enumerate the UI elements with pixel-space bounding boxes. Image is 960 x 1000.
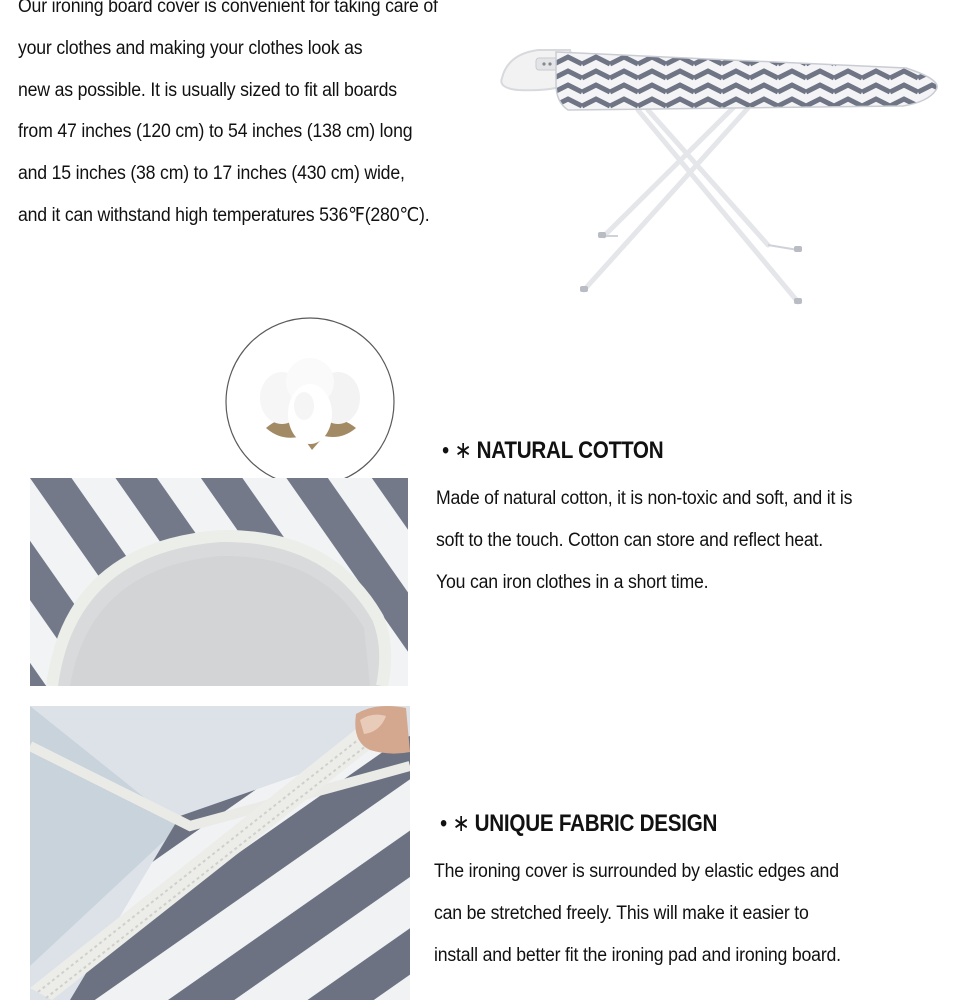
bullet-marker: • ∗ xyxy=(440,810,470,837)
feature-title-text: UNIQUE FABRIC DESIGN xyxy=(474,810,718,837)
feature-description xyxy=(434,851,872,977)
feature-line: You can iron clothes in a short time. xyxy=(436,572,709,593)
feature-title xyxy=(442,436,663,465)
cotton-boll-image xyxy=(224,316,396,488)
feature-natural-cotton xyxy=(436,436,853,593)
intro-line: your clothes and making your clothes look as xyxy=(18,37,363,59)
feature-line: Made of natural cotton, it is non-toxic and soft, and it is xyxy=(436,488,853,509)
feature-description xyxy=(436,478,884,604)
intro-line: new as possible. It is usually sized to fit all boards xyxy=(18,79,397,101)
intro-line: Our ironing board cover is convenient for taking care of xyxy=(18,0,438,17)
intro-line: and 15 inches (38 cm) to 17 inches (430 cm) wide, xyxy=(18,163,405,185)
intro-line: from 47 inches (120 cm) to 54 inches (138 cm) long xyxy=(18,121,413,143)
feature-unique-fabric-design xyxy=(434,809,841,966)
elastic-edge-image xyxy=(30,478,408,686)
elastic-stretch-image xyxy=(30,706,410,1000)
bullet-marker: • ∗ xyxy=(442,437,472,464)
feature-title xyxy=(440,809,717,838)
intro-line: and it can withstand high temperatures 536℉(280℃). xyxy=(18,204,430,226)
intro-paragraph xyxy=(18,0,483,237)
feature-title-text: NATURAL COTTON xyxy=(476,437,664,464)
feature-line: install and better fit the ironing pad and ironing board. xyxy=(434,945,841,966)
feature-line: can be stretched freely. This will make it easier to xyxy=(434,903,809,924)
ironing-board-image xyxy=(498,40,948,310)
feature-line: soft to the touch. Cotton can store and reflect heat. xyxy=(436,530,823,551)
feature-line: The ironing cover is surrounded by elastic edges and xyxy=(434,861,839,882)
